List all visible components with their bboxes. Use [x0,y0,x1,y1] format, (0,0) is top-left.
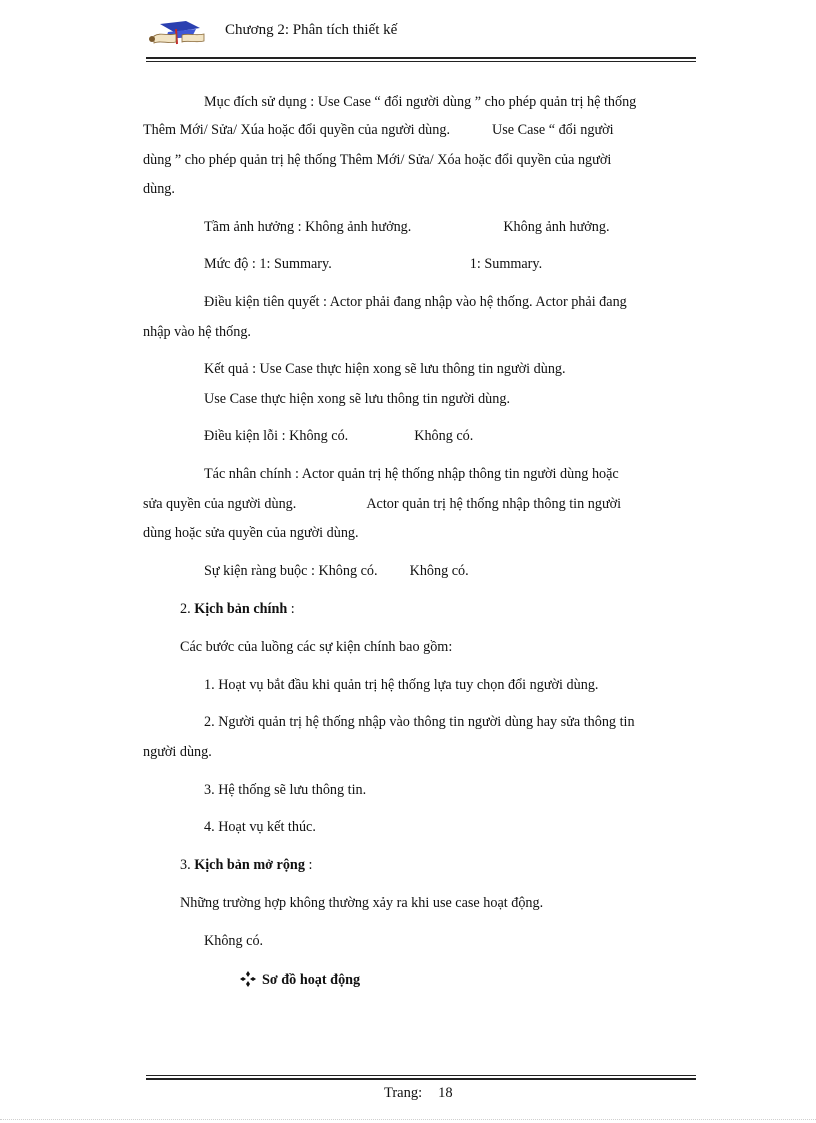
actor-line-1: Tác nhân chính : Actor quản trị hệ thống nhập thông tin người dùng hoặc [204,466,619,482]
main-scenario-title: Kịch bản chính [194,601,288,617]
result-line-1: Kết quả : Use Case thực hiện xong sẽ lưu thông tin người dùng. [204,361,566,377]
chapter-title: Chương 2: Phân tích thiết kế [225,22,398,38]
actor-line-3: dùng hoặc sửa quyền của người dùng. [143,525,359,541]
main-step-2-line-2: người dùng. [143,744,212,760]
activity-diagram-title: Sơ đồ hoạt động [262,972,361,988]
four-diamond-bullet-icon [240,971,256,987]
level-line [204,250,542,279]
main-scenario-heading [180,595,295,624]
actor-line-2 [143,490,621,519]
page-number [384,1085,453,1102]
main-scenario-number: 2. [180,601,191,617]
main-step-3: 3. Hệ thống sẽ lưu thông tin. [204,782,367,798]
footer-rule [146,1078,696,1080]
constraint-line [204,557,469,586]
purpose-line-4: dùng. [143,181,175,197]
purpose-line-1: Mục đích sử dụng : Use Case “ đổi người dùng ” cho phép quản trị hệ thống [204,94,637,110]
extended-scenario-desc: Những trường hợp không thường xảy ra khi use case hoạt động. [180,895,544,911]
extended-scenario-colon: : [308,857,313,873]
actor-line-2a: sửa quyền của người dùng. [143,496,297,512]
error-condition-value: Không có. [414,428,474,444]
main-scenario-intro: Các bước của luồng các sự kiện chính bao gồm: [180,639,453,655]
impact-line [204,213,610,242]
constraint-label: Sự kiện ràng buộc : Không có. [204,563,378,579]
result-line-2: Use Case thực hiện xong sẽ lưu thông tin người dùng. [204,391,511,407]
precondition-line-1: Điều kiện tiên quyết : Actor phải đang nhập vào hệ thống. Actor phải đang [204,294,627,310]
main-step-2-line-1: 2. Người quản trị hệ thống nhập vào thông tin người dùng hay sửa thông tin [204,714,635,730]
page-header [146,18,696,48]
error-condition-label: Điều kiện lỗi : Không có. [204,428,349,444]
page-number-value: 18 [438,1085,453,1101]
extended-scenario-none: Không có. [204,933,264,949]
impact-value: Không ảnh hưởng. [503,219,610,235]
header-rule [146,57,696,59]
purpose-line-2a: Thêm Mới/ Sửa/ Xúa hoặc đổi quyền của người dùng. [143,122,450,138]
extended-scenario-title: Kịch bản mở rộng [194,857,305,873]
graduation-cap-logo-icon [146,20,208,46]
error-condition-line [204,422,473,451]
actor-line-2b: Actor quản trị hệ thống nhập thông tin người [366,496,622,512]
constraint-value: Không có. [409,563,469,579]
extended-scenario-heading [180,851,312,880]
purpose-line-3: dùng ” cho phép quản trị hệ thống Thêm Mới/ Sửa/ Xóa hoặc đổi quyền của người [143,152,612,168]
purpose-line-2 [143,116,614,145]
page-boundary [0,1119,816,1120]
extended-scenario-number: 3. [180,857,191,873]
footer-rule-thin [146,1075,696,1076]
precondition-line-2: nhập vào hệ thống. [143,324,251,340]
impact-label: Tầm ảnh hưởng : Không ảnh hưởng. [204,219,412,235]
header-rule-thin [146,61,696,62]
main-step-1: 1. Hoạt vụ bắt đầu khi quản trị hệ thống lựa tuy chọn đổi người dùng. [204,677,599,693]
level-value: 1: Summary. [469,256,543,272]
level-label: Mức độ : 1: Summary. [204,256,332,272]
main-scenario-colon: : [290,601,295,617]
main-step-4: 4. Hoạt vụ kết thúc. [204,819,316,835]
purpose-line-2b: Use Case “ đổi người [492,122,614,138]
activity-diagram-heading [240,966,360,994]
page-label: Trang: [384,1085,423,1101]
